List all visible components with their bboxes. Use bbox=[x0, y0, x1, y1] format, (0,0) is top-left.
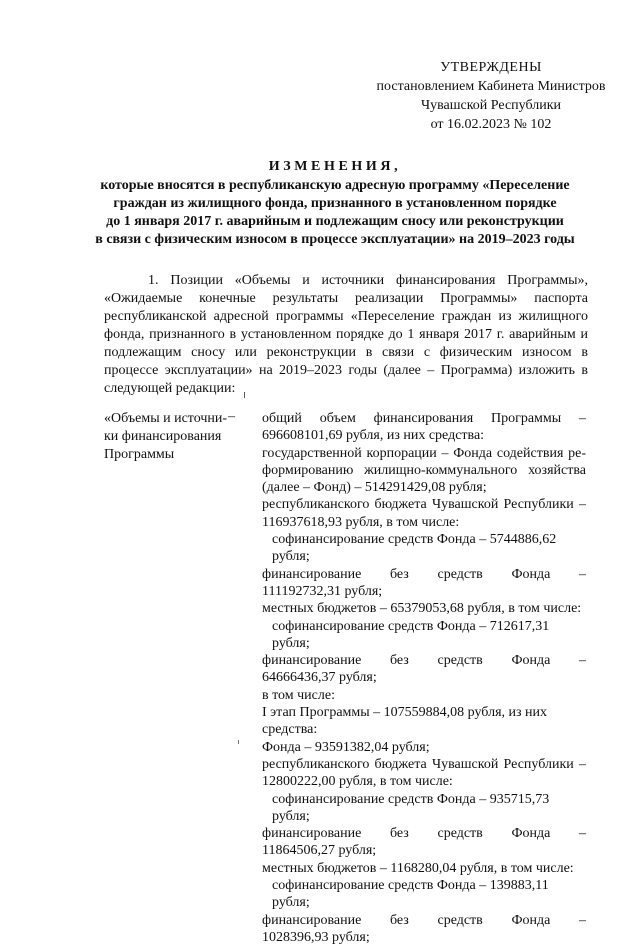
financing-line: местных бюджетов – 1168280,04 рубля, в том числе: bbox=[262, 860, 574, 876]
financing-line: Фонда – 93591382,04 рубля; bbox=[262, 739, 430, 755]
approval-title: УТВЕРЖДЕНЫ bbox=[440, 60, 542, 75]
position-label-line-1: «Объемы и источни- bbox=[104, 411, 228, 426]
intro-paragraph: 1. Позиции «Объемы и источники финансирования Программы», «Ожидаемые конечные результаты реализации Программы» паспорта республиканской адресной программы «Переселение граждан из жилищного фонда, признанного в установленном порядке до 1 января 2017 г. аварийным и подлежащим сносу или реконструкции в связи с физическим износом в процессе эксплуатации» на 2019–2023 годы (далее – Программа) изложить в следующей редакции: bbox=[104, 273, 588, 396]
financing-line: финансирование без средств Фонда – bbox=[262, 566, 586, 582]
financing-line: 11864506,27 рубля; bbox=[262, 843, 377, 859]
approval-line-2: постановлением Кабинета Министров bbox=[376, 79, 606, 94]
financing-line: софинансирование средств Фонда – 712617,31 рубля; bbox=[272, 618, 550, 651]
financing-details bbox=[262, 410, 586, 946]
heading-title: ИЗМЕНЕНИЯ, bbox=[268, 159, 402, 174]
approval-line-3: Чувашской Республики bbox=[420, 98, 562, 113]
position-label-line-2: ки финансирования bbox=[104, 429, 222, 444]
financing-line: в том числе: bbox=[262, 687, 335, 703]
financing-line: финансирование без средств Фонда – bbox=[262, 912, 586, 928]
financing-line: I этап Программы – 107559884,08 рубля, из них средства: bbox=[262, 705, 548, 738]
financing-line: (далее – Фонд) – 514291429,08 рубля; bbox=[262, 480, 487, 496]
heading-line-1: которые вносятся в республиканскую адресную программу «Переселение bbox=[100, 178, 570, 193]
heading-line-2: граждан из жилищного фонда, признанного в установленном порядке bbox=[113, 196, 557, 211]
approval-block bbox=[366, 58, 616, 134]
financing-line: 116937618,93 рубля, в том числе: bbox=[262, 514, 460, 530]
financing-line: финансирование без средств Фонда – bbox=[262, 826, 586, 842]
financing-line: формированию жилищно-коммунального хозяйства bbox=[262, 462, 586, 478]
financing-line: государственной корпорации – Фонда содействия ре- bbox=[262, 445, 586, 461]
financing-line: республиканского бюджета Чувашской Республики – bbox=[262, 756, 586, 772]
financing-line: общий объем финансирования Программы – bbox=[262, 411, 586, 426]
margin-mark bbox=[238, 740, 239, 744]
financing-line: софинансирование средств Фонда – 5744886,62 рубля; bbox=[272, 532, 557, 565]
heading-line-3: до 1 января 2017 г. аварийным и подлежащим сносу или реконструкции bbox=[106, 214, 564, 229]
separator-dash: – bbox=[228, 409, 235, 424]
financing-line: 1028396,93 рубля; bbox=[262, 929, 370, 945]
financing-line: местных бюджетов – 65379053,68 рубля, в том числе: bbox=[262, 601, 582, 617]
approval-date: от 16.02.2023 № 102 bbox=[430, 117, 552, 132]
financing-line: 12800222,00 рубля, в том числе: bbox=[262, 774, 453, 790]
margin-mark bbox=[244, 392, 245, 398]
position-label bbox=[104, 410, 246, 464]
heading-line-4: в связи с физическим износом в процессе эксплуатации» на 2019–2023 годы bbox=[95, 232, 575, 247]
position-label-line-3: Программы bbox=[104, 447, 175, 462]
financing-line: софинансирование средств Фонда – 139883,11 рубля; bbox=[272, 878, 549, 911]
financing-line: финансирование без средств Фонда – bbox=[262, 653, 586, 669]
financing-line: 111192732,31 рубля; bbox=[262, 583, 383, 599]
financing-line: республиканского бюджета Чувашской Республики – bbox=[262, 497, 586, 513]
financing-line: 696608101,69 рубля, из них средства: bbox=[262, 428, 485, 444]
financing-line: софинансирование средств Фонда – 935715,73 рубля; bbox=[272, 791, 550, 824]
document-heading bbox=[80, 158, 590, 249]
financing-line: 64666436,37 рубля; bbox=[262, 670, 377, 686]
